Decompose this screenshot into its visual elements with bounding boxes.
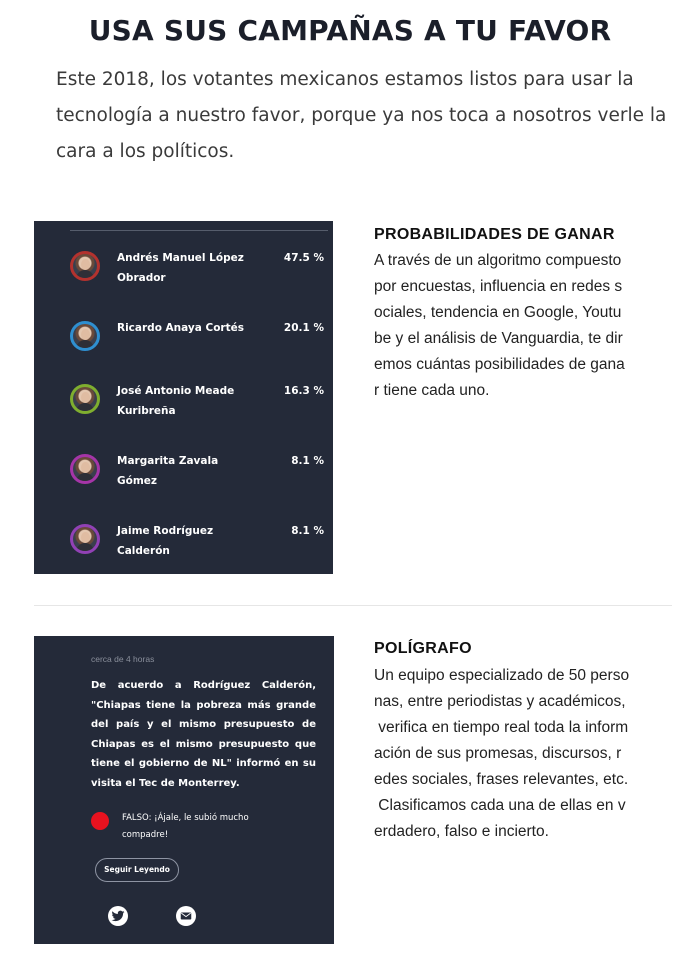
candidate-percent: 20.1 % [283, 322, 324, 334]
candidate-row[interactable] [34, 248, 333, 288]
candidate-row[interactable] [34, 381, 333, 421]
candidate-avatar [70, 251, 100, 281]
candidate-name: Andrés Manuel López Obrador [117, 252, 244, 284]
candidate-avatar [70, 321, 100, 351]
candidate-avatar [70, 454, 100, 484]
candidate-name: Margarita Zavala Gómez [117, 455, 219, 487]
candidate-percent: 47.5 % [283, 252, 324, 264]
intro-paragraph: Este 2018, los votantes mexicanos estamos listos para usar la tecnología a nuestro favor, porque ya nos toca a nosotros verle la cara a los políticos. [56, 69, 667, 162]
panel-divider [70, 230, 328, 231]
candidate-percent: 8.1 % [291, 455, 324, 467]
candidate-avatar [70, 384, 100, 414]
candidate-percent: 8.1 % [291, 525, 324, 537]
polygraph-title: POLÍGRAFO [374, 640, 472, 657]
probabilities-panel [34, 221, 333, 574]
candidate-percent: 16.3 % [283, 385, 324, 397]
candidate-row[interactable] [34, 318, 333, 358]
read-more-button[interactable]: Seguir Leyendo [95, 858, 179, 882]
probabilities-description: A través de un algoritmo compuesto por encuestas, influencia en redes s ociales, tendencia en Google, Youtu be y el análisis de Vanguardia, te dir emos cuántas posibilidades de gana r tiene cada uno. [374, 252, 625, 399]
verdict-indicator [91, 812, 109, 830]
mail-icon[interactable] [176, 906, 196, 926]
verdict-text: FALSO: ¡Ájale, le subió mucho compadre! [122, 813, 249, 840]
twitter-icon[interactable] [108, 906, 128, 926]
candidate-name: Ricardo Anaya Cortés [117, 322, 244, 334]
candidate-row[interactable] [34, 451, 333, 491]
polygraph-card [34, 636, 334, 944]
card-quote: De acuerdo a Rodríguez Calderón, "Chiapas tiene la pobreza más grande del país y el mismo presupuesto de Chiapas es el mismo presupuesto que tiene el gobierno de NL" informó en su visita el Tec de Monterrey. [91, 680, 316, 789]
polygraph-description: Un equipo especializado de 50 perso nas, entre periodistas y académicos, verifica en tiempo real toda la inform ación de sus promesas, discursos, r edes sociales, frases relevantes, etc. Clasificamos cada una de ellas en v erdadero, falso e incierto. [374, 667, 630, 840]
candidate-row[interactable] [34, 521, 333, 561]
candidate-avatar [70, 524, 100, 554]
candidate-name: José Antonio Meade Kuribreña [117, 385, 235, 417]
page-title: USA SUS CAMPAÑAS A TU FAVOR [88, 14, 612, 47]
card-timestamp: cerca de 4 horas [91, 654, 155, 664]
candidate-name: Jaime Rodríguez Calderón [117, 525, 214, 557]
probabilities-title: PROBABILIDADES DE GANAR [374, 226, 615, 243]
section-divider [34, 605, 672, 606]
